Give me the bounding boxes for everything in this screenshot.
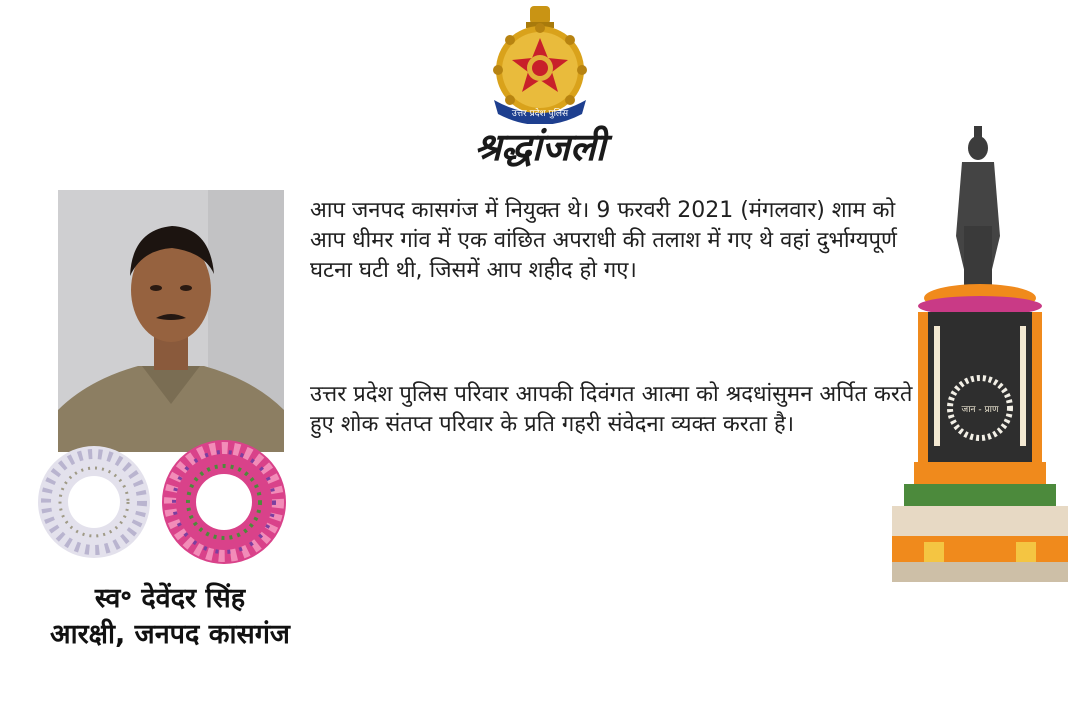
police-memorial-statue-icon [884, 126, 1076, 582]
up-police-emblem-icon [486, 4, 594, 124]
martyr-name: स्व॰ देवेंदर सिंह [94, 583, 246, 614]
flower-wreaths-icon [26, 432, 296, 572]
svg-text:उत्तर प्रदेश पुलिस: उत्तर प्रदेश पुलिस [511, 109, 569, 119]
svg-text:जान - प्राण: जान - प्राण [961, 405, 999, 415]
portrait-photo [58, 190, 284, 452]
page-title: श्रद्धांजली [474, 125, 606, 169]
tribute-paragraph-1: आप जनपद कासगंज में नियुक्त थे। 9 फरवरी 2021 (मंगलवार) शाम को आप धीमर गांव में एक वांछित अपराधी की तलाश में गए थे वहां दुर्भाग्यपूर्ण घटना घटी थी, जिसमें आप शहीद हो गए। [310, 198, 897, 283]
tribute-paragraph-2: उत्तर प्रदेश पुलिस परिवार आपकी दिवंगत आत्मा को श्रदधांसुमन अर्पित करते हुए शोक संतप्त परिवार के प्रति गहरी संवेदना व्यक्त करता है। [310, 382, 913, 437]
martyr-designation: आरक्षी, जनपद कासगंज [50, 619, 290, 650]
